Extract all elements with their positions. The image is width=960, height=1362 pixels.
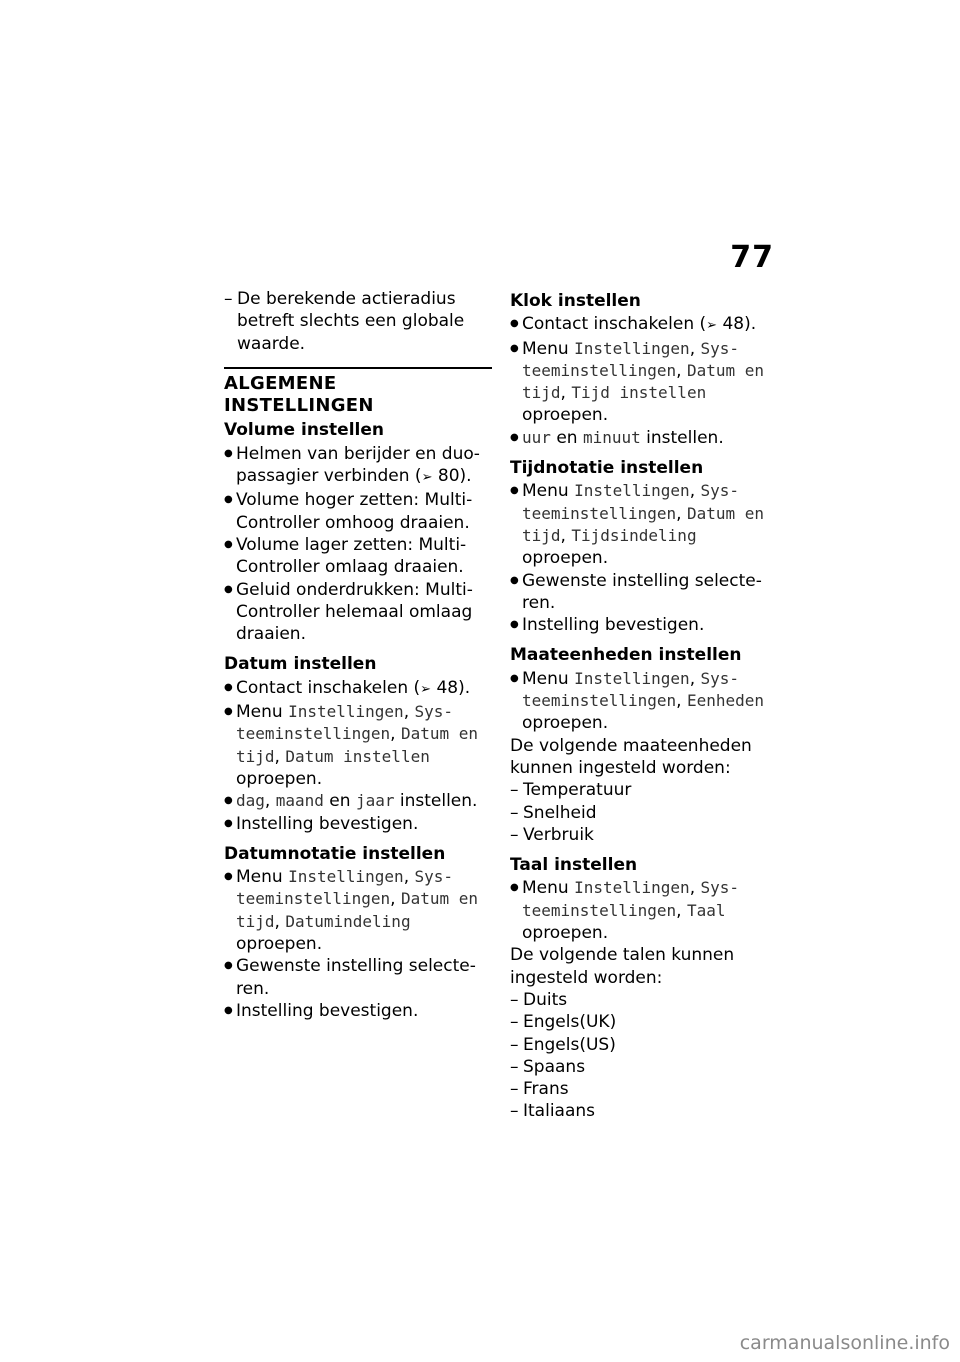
datum-bullet-2: [224, 701, 492, 790]
menu-word: Menu: [522, 668, 569, 689]
menu-path-item: Instellingen: [574, 668, 690, 688]
datum-bullet-4: ● Instelling bevestigen.: [224, 813, 492, 835]
datumnotatie-bullet-3: ● Instelling bevestigen.: [224, 1000, 492, 1022]
separator: ,: [403, 702, 410, 723]
tijdnotatie-bullet-3: ● Instelling bevestigen.: [510, 614, 778, 636]
watermark: carmanualsonline.info: [739, 1332, 950, 1354]
menu-word: Menu: [522, 481, 569, 502]
bullet-ending: oproepen.: [522, 548, 609, 569]
bullet-text: Contact inschakelen (: [522, 314, 707, 335]
menu-word: Menu: [236, 867, 283, 888]
klok-heading: Klok instellen: [510, 291, 641, 311]
right-column: [510, 290, 778, 1123]
taal-item: – Italiaans: [510, 1100, 778, 1122]
separator: ,: [390, 889, 396, 910]
menu-path-item: Systeeminstellingen: [522, 338, 740, 380]
separator: ,: [560, 525, 566, 546]
bullet-ending: oproepen.: [522, 405, 609, 426]
taal-item: – Spaans: [510, 1056, 778, 1078]
separator: ,: [676, 360, 682, 381]
menu-path-item: Datum en tijd: [522, 360, 764, 403]
maateenheden-item: – Temperatuur: [510, 779, 778, 801]
taal-item: – Frans: [510, 1078, 778, 1100]
separator: ,: [689, 668, 696, 689]
maateenheden-heading: Maateenheden instellen: [510, 645, 742, 666]
page-reference-arrow-icon: ➢: [421, 470, 433, 486]
klok-bullet-3: [510, 427, 778, 449]
bullet-ending: oproepen.: [522, 713, 609, 734]
maateenheden-item: – Verbruik: [510, 824, 778, 846]
separator: ,: [274, 911, 280, 932]
menu-word: Menu: [522, 878, 569, 899]
page-reference: 80).: [437, 466, 472, 487]
menu-path-item: maand: [275, 791, 324, 811]
volume-bullet-1: [224, 443, 492, 490]
bullet-ending: oproepen.: [236, 768, 323, 789]
page-reference: 48).: [436, 677, 471, 698]
klok-bullet-1: [510, 313, 778, 337]
menu-path-item: Systeeminstellingen: [522, 878, 740, 920]
separator: ,: [689, 338, 696, 359]
menu-path-item: Datum en tijd: [522, 503, 764, 545]
menu-word: Menu: [522, 338, 569, 359]
menu-path-item: Systeeminstellingen: [522, 481, 740, 523]
menu-path-item: dag: [236, 791, 265, 811]
menu-path-item: Systeeminstellingen: [236, 867, 454, 909]
menu-path-item: Eenheden: [686, 691, 764, 711]
menu-path-item: Datum instellen: [285, 746, 430, 766]
tijdnotatie-bullet-2: ● Gewenste instelling selecteren.: [510, 570, 778, 615]
page-reference: 48).: [722, 314, 757, 335]
bullet-ending: oproepen.: [236, 934, 323, 955]
bullet-ending: instellen.: [646, 427, 724, 448]
page-reference-arrow-icon: ➢: [706, 318, 718, 334]
menu-path-item: Taal: [686, 900, 726, 920]
separator: ,: [676, 900, 682, 921]
menu-path-item: Instellingen: [288, 702, 404, 722]
separator: ,: [676, 503, 682, 524]
separator: ,: [264, 791, 271, 812]
menu-path-item: Instellingen: [574, 878, 690, 898]
separator: ,: [390, 724, 396, 745]
bullet-text: Helmen van berijder en duopassagier verbinden (: [236, 443, 480, 487]
taal-bullet-1: [510, 877, 778, 944]
conjunction: en: [329, 791, 351, 812]
klok-bullet-2: [510, 338, 778, 427]
volume-heading: Volume instellen: [224, 420, 384, 441]
taal-item: – Engels(US): [510, 1034, 778, 1056]
datum-bullet-1: [224, 677, 492, 701]
menu-path-item: uur: [522, 427, 551, 447]
taal-item: – Duits: [510, 989, 778, 1011]
bullet-text: Contact inschakelen (: [236, 677, 421, 698]
datumnotatie-bullet-2: ● Gewenste instelling selecteren.: [224, 955, 492, 1000]
menu-path-item: Datum en tijd: [236, 889, 478, 931]
menu-path-item: Systeeminstellingen: [236, 702, 454, 744]
maateenheden-item: – Snelheid: [510, 802, 778, 824]
tijdnotatie-heading: Tijdnotatie instellen: [510, 458, 704, 479]
page-reference-arrow-icon: ➢: [420, 681, 432, 697]
page-number: 77: [730, 240, 774, 275]
separator: ,: [560, 383, 566, 404]
menu-path-item: Instellingen: [288, 867, 404, 887]
menu-path-item: Tijd instellen: [571, 383, 707, 403]
menu-path-item: jaar: [355, 791, 395, 811]
maateenheden-paragraph: De volgende maateenheden kunnen ingesteld worden:: [510, 735, 752, 778]
tijdnotatie-bullet-1: [510, 480, 778, 569]
maateenheden-bullet-1: [510, 668, 778, 735]
separator: ,: [689, 878, 696, 899]
separator: ,: [676, 691, 682, 712]
menu-path-item: Instellingen: [574, 338, 690, 358]
separator: ,: [403, 867, 410, 888]
datum-heading: Datum instellen: [224, 654, 377, 675]
datum-bullet-3: [224, 790, 492, 812]
conjunction: en: [556, 427, 578, 448]
volume-bullet-4: ● Geluid onderdrukken: Multi-Controller helemaal omlaag draaien.: [224, 579, 492, 646]
datumnotatie-bullet-1: [224, 866, 492, 955]
menu-word: Menu: [236, 702, 283, 723]
bullet-ending: oproepen.: [522, 923, 609, 944]
separator: ,: [689, 481, 696, 502]
menu-path-item: Instellingen: [574, 481, 690, 501]
menu-path-item: Datumindeling: [285, 911, 411, 931]
menu-path-item: Systeeminstellingen: [522, 668, 740, 711]
bullet-ending: instellen.: [399, 791, 478, 812]
separator: ,: [274, 746, 280, 767]
menu-path-item: minuut: [582, 427, 641, 447]
intro-dash-item: – De berekende actieradius betreft slechts een globale waarde.: [224, 288, 492, 355]
taal-paragraph: De volgende talen kunnen ingesteld worden:: [510, 945, 735, 988]
left-column: [224, 288, 492, 1022]
volume-bullet-2: ● Volume hoger zetten: Multi-Controller omhoog draaien.: [224, 489, 492, 534]
menu-path-item: Datum en tijd: [236, 724, 478, 766]
section-title: ALGEMENE INSTELLINGEN: [224, 367, 492, 418]
volume-bullet-3: ● Volume lager zetten: Multi-Controller omlaag draaien.: [224, 534, 492, 579]
datumnotatie-heading: Datumnotatie instellen: [224, 843, 446, 864]
taal-item: – Engels(UK): [510, 1011, 778, 1033]
taal-heading: Taal instellen: [510, 855, 638, 876]
menu-path-item: Tijdsindeling: [571, 525, 697, 545]
